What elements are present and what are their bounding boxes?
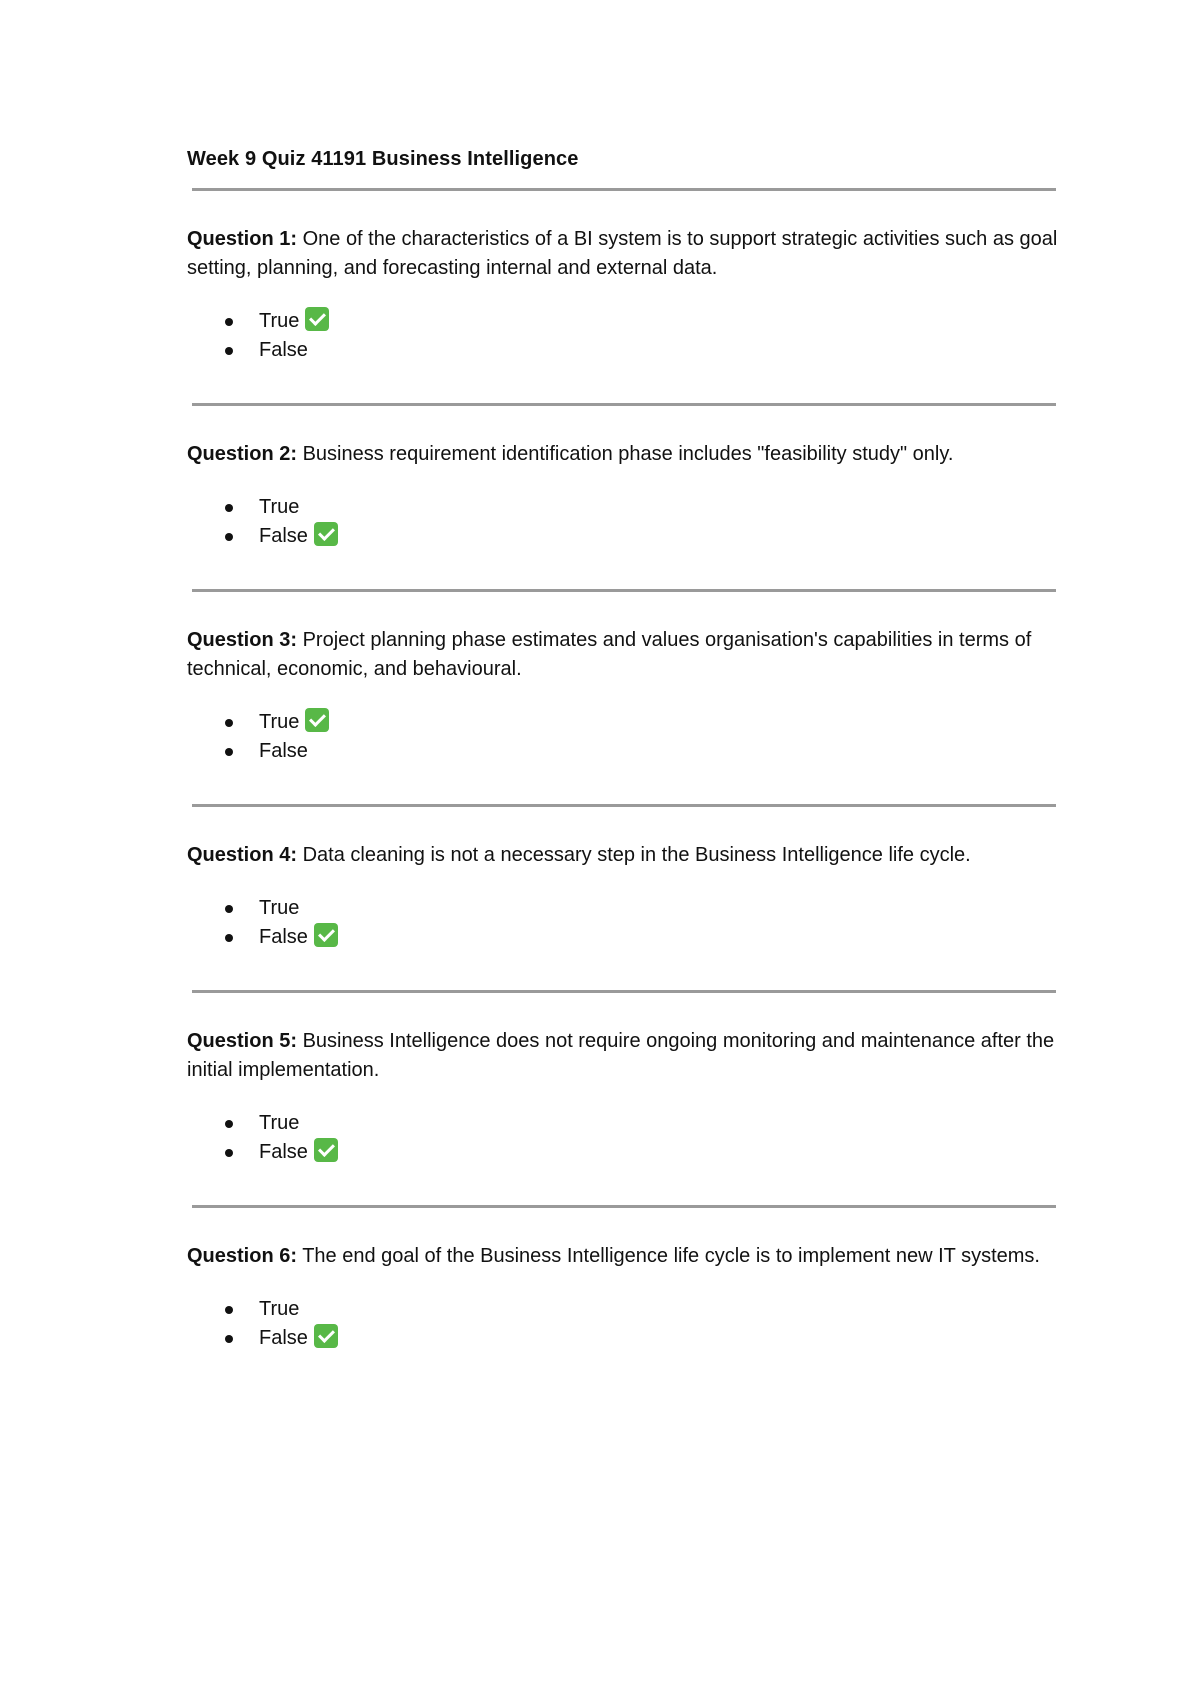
bullet-icon — [225, 318, 233, 326]
question-number: Question 4: — [187, 844, 298, 866]
question-statement: Project planning phase estimates and values organisation's capabilities in terms of technical, economic, and behavioural. — [187, 629, 1032, 680]
option-label: False — [259, 339, 308, 361]
question-number: Question 1: — [187, 228, 298, 250]
answer-option-true — [187, 493, 1067, 522]
answer-options — [187, 307, 1067, 365]
question-statement: The end goal of the Business Intelligence life cycle is to implement new IT systems. — [302, 1245, 1040, 1267]
option-label: False — [259, 525, 308, 547]
option-label: True — [259, 897, 300, 919]
bullet-icon — [225, 504, 233, 512]
question-statement: Business Intelligence does not require ongoing monitoring and maintenance after the initial implementation. — [187, 1030, 1055, 1081]
check-mark-icon — [314, 522, 338, 546]
bullet-icon — [225, 347, 233, 355]
option-label: True — [259, 1298, 300, 1320]
bullet-icon — [225, 934, 233, 942]
bullet-icon — [225, 719, 233, 727]
question-block — [187, 592, 1067, 804]
question-number: Question 3: — [187, 629, 298, 651]
question-block — [187, 993, 1067, 1205]
question-text — [187, 626, 1067, 684]
answer-options — [187, 1295, 1067, 1353]
option-label: True — [259, 711, 300, 733]
answer-option-false — [187, 336, 1067, 365]
answer-option-false — [187, 923, 1067, 952]
option-label: True — [259, 310, 300, 332]
question-text — [187, 1027, 1067, 1085]
bullet-icon — [225, 748, 233, 756]
answer-option-true — [187, 1109, 1067, 1138]
bullet-icon — [225, 1335, 233, 1343]
option-label: False — [259, 926, 308, 948]
question-text — [187, 1242, 1067, 1271]
answer-option-true — [187, 1295, 1067, 1324]
option-label: False — [259, 1141, 308, 1163]
option-label: False — [259, 740, 308, 762]
bullet-icon — [225, 1149, 233, 1157]
question-block — [187, 191, 1067, 403]
bullet-icon — [225, 1120, 233, 1128]
question-text — [187, 841, 1067, 870]
question-block — [187, 1208, 1067, 1391]
answer-option-false — [187, 1324, 1067, 1353]
question-text — [187, 225, 1067, 283]
answer-option-true — [187, 708, 1067, 737]
answer-options — [187, 1109, 1067, 1167]
document-title: Week 9 Quiz 41191 Business Intelligence — [187, 148, 579, 170]
option-label: True — [259, 1112, 300, 1134]
question-number: Question 2: — [187, 443, 298, 465]
check-mark-icon — [305, 307, 329, 331]
answer-options — [187, 708, 1067, 766]
check-mark-icon — [314, 1138, 338, 1162]
option-label: False — [259, 1327, 308, 1349]
question-statement: One of the characteristics of a BI system is to support strategic activities such as goal setting, planning, and forecasting internal and external data. — [187, 228, 1058, 279]
answer-option-true — [187, 894, 1067, 923]
question-list — [187, 191, 1067, 1391]
question-text — [187, 440, 1067, 469]
question-block — [187, 406, 1067, 589]
question-number: Question 6: — [187, 1245, 298, 1267]
bullet-icon — [225, 905, 233, 913]
question-statement: Data cleaning is not a necessary step in the Business Intelligence life cycle. — [302, 844, 971, 866]
answer-option-false — [187, 522, 1067, 551]
option-label: True — [259, 496, 300, 518]
question-statement: Business requirement identification phase includes "feasibility study" only. — [302, 443, 954, 465]
answer-option-false — [187, 1138, 1067, 1167]
check-mark-icon — [305, 708, 329, 732]
question-block — [187, 807, 1067, 990]
answer-option-false — [187, 737, 1067, 766]
answer-option-true — [187, 307, 1067, 336]
answer-options — [187, 493, 1067, 551]
bullet-icon — [225, 533, 233, 541]
check-mark-icon — [314, 1324, 338, 1348]
quiz-document — [187, 140, 1067, 1391]
check-mark-icon — [314, 923, 338, 947]
bullet-icon — [225, 1306, 233, 1314]
question-number: Question 5: — [187, 1030, 298, 1052]
answer-options — [187, 894, 1067, 952]
